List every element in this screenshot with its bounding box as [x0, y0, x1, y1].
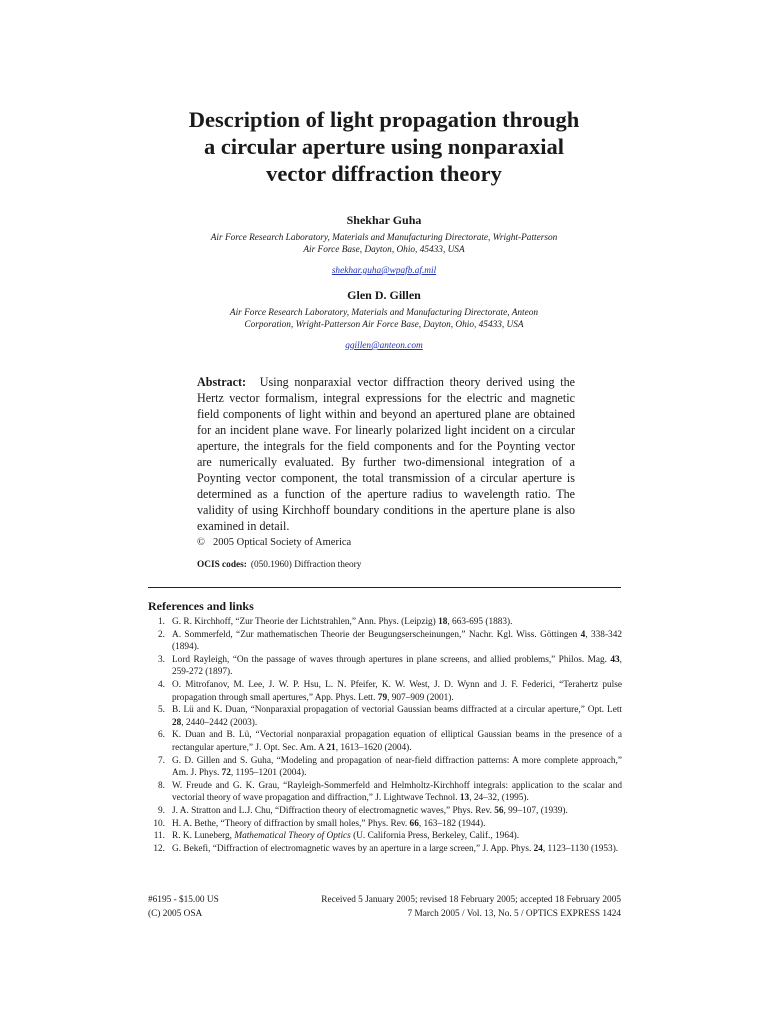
- affiliation-line: Air Force Base, Dayton, Ohio, 45433, USA: [303, 245, 465, 255]
- footer-right: [321, 893, 621, 921]
- reference-text-part: Lord Rayleigh, “On the passage of waves through apertures in plane screens, and allied problems,” Philos. Mag.: [172, 654, 611, 665]
- reference-item: [148, 704, 622, 729]
- reference-text-part: 18: [438, 617, 448, 627]
- reference-number: 5.: [158, 705, 165, 716]
- reference-text-part: R. K. Luneberg,: [172, 831, 235, 842]
- reference-text-part: 79: [377, 692, 388, 703]
- author-block-1: [150, 212, 618, 278]
- reference-text-part: Mathematical Theory of Optics: [234, 831, 351, 842]
- footer-journal-info: 7 March 2005 / Vol. 13, No. 5 / OPTICS EXPRESS 1424: [407, 909, 621, 919]
- reference-text: [172, 729, 622, 754]
- reference-text: [172, 805, 622, 818]
- reference-text-part: , 907–909 (2001).: [387, 692, 454, 703]
- reference-number: 2.: [158, 629, 165, 640]
- reference-text-part: , 338-342 (1894).: [172, 629, 622, 653]
- references-heading: References and links: [148, 599, 254, 613]
- author-name: Shekhar Guha: [346, 213, 422, 227]
- reference-text-part: 43: [610, 654, 620, 665]
- reference-text: [172, 629, 622, 654]
- reference-item: [148, 629, 622, 654]
- reference-item: [148, 805, 622, 818]
- copyright-text: 2005 Optical Society of America: [212, 537, 352, 548]
- reference-text-part: , 99–107, (1939).: [503, 805, 568, 816]
- reference-number: 11.: [153, 831, 165, 842]
- reference-text-part: , 259-272 (1897).: [172, 654, 622, 678]
- reference-number: 1.: [158, 617, 165, 627]
- reference-text: [172, 616, 622, 629]
- reference-number: 12.: [153, 843, 165, 854]
- reference-text: [172, 843, 622, 856]
- reference-text-part: H. A. Bethe, “Theory of diffraction by small holes,” Phys. Rev.: [172, 818, 410, 829]
- reference-text-part: , 663-695 (1883).: [447, 617, 513, 627]
- author-block-2: [150, 287, 618, 353]
- reference-text: [172, 654, 622, 679]
- footer-copyright: (C) 2005 OSA: [148, 909, 203, 919]
- affiliation-line: Corporation, Wright-Patterson Air Force Base, Dayton, Ohio, 45433, USA: [244, 320, 524, 330]
- title-line: Description of light propagation through: [188, 107, 580, 132]
- reference-text-part: 28: [172, 717, 182, 728]
- references-list: [148, 616, 622, 855]
- reference-item: [148, 755, 622, 780]
- footer-price: #6195 - $15.00 US: [148, 895, 219, 905]
- reference-text-part: , 1123–1130 (1953).: [542, 843, 619, 854]
- copyright-line: [197, 536, 351, 550]
- reference-item: [148, 616, 622, 629]
- reference-text-part: , 1613–1620 (2004).: [335, 742, 412, 753]
- reference-number: 8.: [158, 780, 165, 791]
- reference-text-part: 13: [459, 793, 470, 804]
- reference-text: [172, 830, 622, 843]
- section-divider: [148, 587, 621, 588]
- reference-text-part: 4: [580, 629, 586, 640]
- reference-text: [172, 780, 622, 805]
- title-line: vector diffraction theory: [266, 161, 502, 186]
- title-line: a circular aperture using nonparaxial: [203, 134, 565, 159]
- reference-item: [148, 780, 622, 805]
- reference-text-part: , 24–32, (1995).: [469, 793, 529, 804]
- reference-text-part: 72: [221, 768, 231, 779]
- reference-item: [148, 843, 622, 856]
- reference-item: [148, 830, 622, 843]
- author-email-link[interactable]: ggillen@anteon.com: [345, 341, 423, 351]
- ocis-label: OCIS codes:: [197, 560, 247, 570]
- reference-text-part: , 1195–1201 (2004).: [230, 768, 307, 779]
- reference-number: 3.: [158, 654, 165, 665]
- reference-text-part: G. Bekefi, “Diffraction of electromagnetic waves by an aperture in a large screen,” J. App. Phys.: [172, 843, 534, 854]
- reference-number: 6.: [158, 730, 165, 741]
- reference-text: [172, 818, 622, 831]
- paper-title: [150, 106, 618, 187]
- copyright-icon: ©: [197, 537, 205, 548]
- reference-number: 7.: [158, 755, 165, 766]
- reference-text-part: 66: [409, 818, 419, 829]
- reference-text: [172, 704, 622, 729]
- reference-item: [148, 679, 622, 704]
- reference-number: 4.: [158, 679, 165, 690]
- author-affiliation: [150, 232, 618, 256]
- reference-item: [148, 654, 622, 679]
- reference-text: [172, 679, 622, 704]
- reference-text-part: 56: [494, 805, 504, 816]
- ocis-text: (050.1960) Diffraction theory: [250, 560, 362, 570]
- abstract-label: Abstract:: [197, 375, 247, 389]
- abstract: [197, 374, 575, 534]
- reference-text-part: K. Duan and B. Lü, “Vectorial nonparaxial propagation equation of elliptical Gaussian beams in the presence of a rectangular aperture,” J. Opt. Sec. Am. A: [172, 730, 622, 753]
- reference-text-part: 21: [326, 742, 336, 753]
- reference-text-part: , 163–182 (1944).: [418, 818, 486, 829]
- reference-text-part: (U. California Press, Berkeley, Calif., 1964).: [350, 831, 520, 842]
- reference-text-part: 24: [533, 843, 543, 854]
- ocis-codes: [197, 559, 361, 571]
- reference-text-part: J. A. Stratton and L.J. Chu, “Diffraction theory of electromagnetic waves,” Phys. Rev.: [172, 805, 495, 816]
- author-affiliation: [150, 307, 618, 331]
- reference-text-part: W. Freude and G. K. Grau, “Rayleigh-Sommerfeld and Helmholtz-Kirchhoff integrals: application to the scalar and vectorial theory of wave propagation and diffraction,” J. Lightwave Technol.: [172, 780, 622, 804]
- reference-text-part: G. R. Kirchhoff, “Zur Theorie der Lichtstrahlen,” Ann. Phys. (Leipzig): [172, 617, 439, 627]
- abstract-text: Using nonparaxial vector diffraction theory derived using the Hertz vector formalism, integral expressions for the electric and magnetic field components of light within and beyond an apertured plane are obtained for an incident plane wave. For linearly polarized light incident on a circular aperture, the integrals for the field components and for the Poynting vector are numerically evaluated. By further two-dimensional integration of a Poynting vector component, the total transmission of a circular aperture is determined as a function of the aperture radius to wavelength ratio. The validity of using Kirchhoff boundary conditions in the aperture plane is also examined in detail.: [197, 375, 575, 533]
- footer-left: [148, 893, 219, 921]
- reference-text-part: A. Sommerfeld, “Zur mathematischen Theorie der Beugungserscheinungen,” Nachr. Kgl. Wiss. Göttingen: [172, 629, 581, 640]
- footer-received: Received 5 January 2005; revised 18 February 2005; accepted 18 February 2005: [321, 895, 621, 905]
- reference-item: [148, 729, 622, 754]
- affiliation-line: Air Force Research Laboratory, Materials and Manufacturing Directorate, Anteon: [229, 308, 539, 318]
- author-email-link[interactable]: shekhar.guha@wpafb.af.mil: [331, 266, 437, 276]
- reference-text: [172, 755, 622, 780]
- reference-text-part: G. D. Gillen and S. Guha, “Modeling and propagation of near-field diffraction patterns: A more complete approach,” Am. J. Phys.: [172, 755, 622, 779]
- reference-item: [148, 818, 622, 831]
- reference-number: 10.: [153, 818, 165, 829]
- reference-text-part: O. Mitrofanov, M. Lee, J. W. P. Hsu, L. N. Pfeifer, K. W. West, J. D. Wynn and J. F. Federici, “Terahertz pulse propagation through small apertures,” App. Phys. Lett.: [172, 679, 622, 703]
- affiliation-line: Air Force Research Laboratory, Materials and Manufacturing Directorate, Wright-Patterson: [210, 233, 558, 243]
- author-name: Glen D. Gillen: [347, 288, 421, 302]
- reference-number: 9.: [158, 805, 165, 816]
- reference-text-part: B. Lü and K. Duan, “Nonparaxial propagation of vectorial Gaussian beams diffracted at a circular aperture,” Opt. Lett: [172, 705, 622, 716]
- reference-text-part: , 2440–2442 (2003).: [181, 717, 258, 728]
